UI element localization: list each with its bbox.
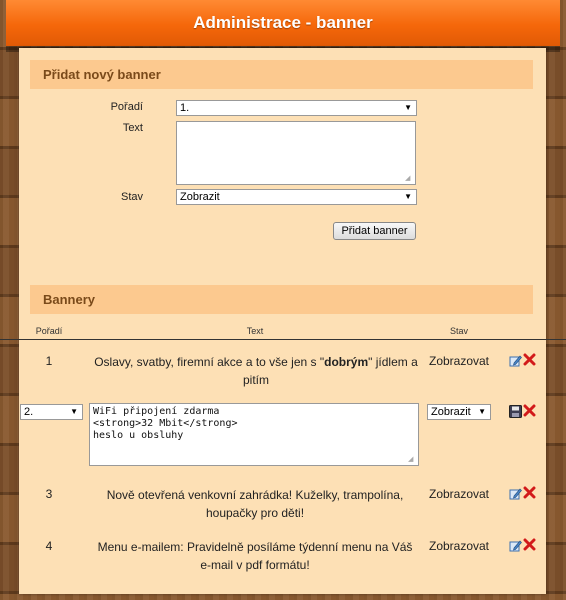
order-label: Pořadí	[110, 101, 143, 113]
save-icon[interactable]	[509, 405, 522, 418]
row-text: Nově otevřená venkovní zahrádka! Kuželky, trampolína, houpačky pro děti!	[106, 488, 404, 520]
row-text-part: " jídlem a pitím	[242, 355, 418, 387]
col-text-header: Text	[246, 326, 264, 336]
status-select-value: Zobrazit	[180, 191, 220, 203]
delete-icon[interactable]	[523, 538, 536, 551]
row-status: Zobrazovat	[428, 539, 490, 553]
delete-icon[interactable]	[523, 353, 536, 366]
edit-icon[interactable]	[509, 487, 522, 500]
resize-grip-icon[interactable]: ◢	[408, 456, 414, 463]
row-status: Zobrazovat	[428, 487, 490, 501]
delete-icon[interactable]	[523, 486, 536, 499]
row-text-part: Oslavy, svatby, firemní akce a to vše jen s "	[94, 355, 325, 369]
row-text: Menu e-mailem: Pravidelně posíláme týdenní menu na Váš e-mail v pdf formátu!	[97, 540, 413, 572]
chevron-down-icon: ▼	[404, 103, 412, 112]
order-select-value: 1.	[180, 102, 190, 114]
chevron-down-icon: ▼	[70, 407, 78, 416]
row-order-select[interactable]	[20, 404, 83, 420]
page-title: Administrace - banner	[6, 0, 560, 46]
table-header-divider	[0, 339, 566, 340]
text-textarea[interactable]	[176, 121, 416, 185]
col-status-header: Stav	[449, 326, 468, 336]
add-section-title: Přidat nový banner	[30, 60, 533, 89]
row-text-bold: dobrým	[324, 355, 369, 369]
row-status-select-value: Zobrazit	[431, 406, 471, 418]
text-label: Text	[122, 122, 143, 134]
chevron-down-icon: ▼	[404, 192, 412, 201]
edit-icon[interactable]	[509, 539, 522, 552]
row-status: Zobrazovat	[428, 354, 490, 368]
chevron-down-icon: ▼	[478, 407, 486, 416]
row-order: 1	[45, 354, 53, 368]
edit-icon[interactable]	[509, 354, 522, 367]
delete-icon[interactable]	[523, 404, 536, 417]
row-text	[91, 353, 421, 389]
status-label: Stav	[120, 191, 143, 203]
row-order-select-value: 2.	[24, 406, 34, 418]
add-banner-button[interactable]: Přidat banner	[333, 222, 416, 240]
row-order: 3	[45, 487, 53, 501]
row-status-select[interactable]	[427, 404, 491, 420]
resize-grip-icon[interactable]: ◢	[405, 175, 411, 182]
banners-section-title: Bannery	[30, 285, 533, 314]
order-select[interactable]	[176, 100, 417, 116]
row-text-textarea[interactable]: WiFi připojení zdarma <strong>32 Mbit</strong> heslo u obsluhy	[89, 403, 419, 466]
status-select[interactable]	[176, 189, 417, 205]
col-order-header: Pořadí	[35, 326, 63, 336]
row-order: 4	[45, 539, 53, 553]
content-panel	[19, 48, 546, 594]
